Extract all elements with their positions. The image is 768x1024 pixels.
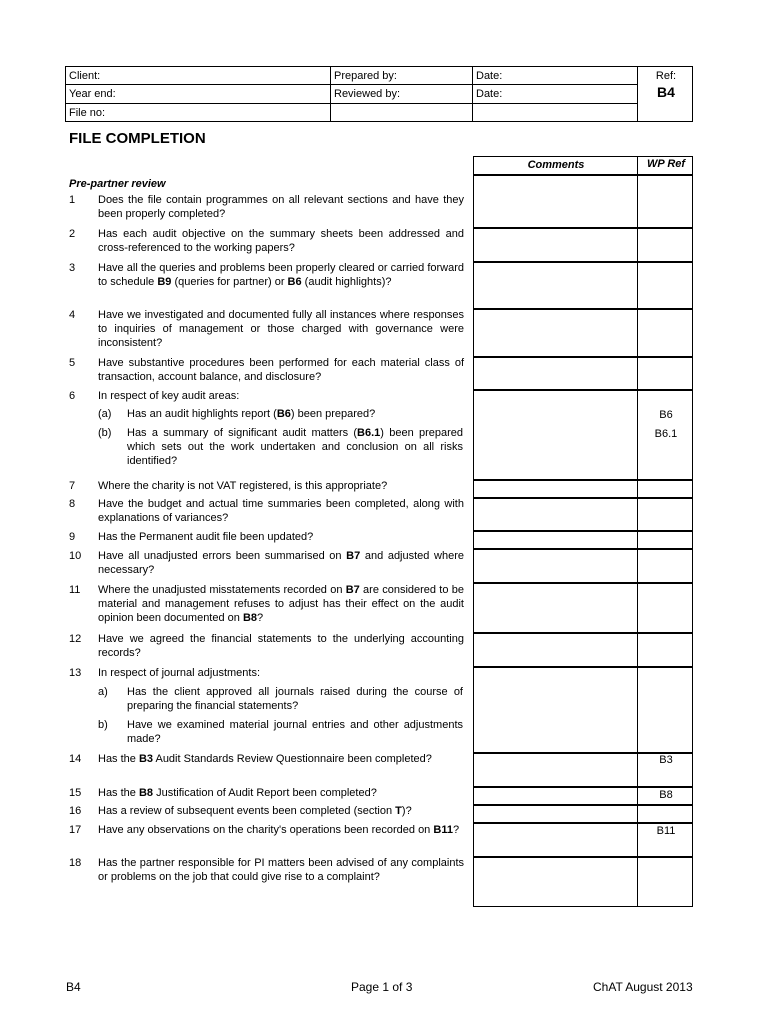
answer-box-12[interactable] (473, 633, 693, 667)
date-label-1: Date: (476, 70, 503, 82)
answer-box-3[interactable] (473, 262, 693, 309)
answer-box-5[interactable] (473, 357, 693, 390)
wp-ref-6a: B6 (659, 409, 673, 421)
answer-box-13[interactable] (473, 667, 693, 753)
answer-box-1[interactable] (473, 175, 693, 228)
date-label-2: Date: (476, 88, 503, 100)
footer-version: ChAT August 2013 (593, 980, 693, 994)
page-title: FILE COMPLETION (69, 130, 206, 147)
reviewed-by-label: Reviewed by: (334, 88, 401, 100)
prepared-by-label: Prepared by: (334, 70, 397, 82)
wp-ref-header: WP Ref (646, 158, 686, 170)
answer-box-9[interactable] (473, 531, 693, 549)
answer-box-4[interactable] (473, 309, 693, 357)
footer-page: Page 1 of 3 (351, 980, 413, 994)
comments-header: Comments (527, 159, 585, 171)
file-no-label: File no: (69, 107, 106, 119)
wp-ref-17: B11 (656, 825, 676, 837)
header-table (65, 66, 693, 122)
wp-ref-6b: B6.1 (654, 428, 678, 440)
client-label: Client: (69, 70, 101, 82)
ref-label: Ref: (655, 70, 677, 82)
columns-header (473, 156, 693, 175)
answer-box-17[interactable] (473, 823, 693, 857)
wp-ref-15: B8 (659, 789, 673, 801)
year-end-label: Year end: (69, 88, 116, 100)
section-title: Pre-partner review (69, 178, 166, 190)
answer-box-14[interactable] (473, 753, 693, 787)
answer-box-8[interactable] (473, 498, 693, 531)
answer-box-15[interactable] (473, 787, 693, 805)
answer-box-6[interactable] (473, 390, 693, 480)
answer-box-10[interactable] (473, 549, 693, 583)
ref-value: B4 (657, 84, 675, 100)
answer-box-16[interactable] (473, 805, 693, 823)
answer-box-2[interactable] (473, 228, 693, 262)
answer-box-7[interactable] (473, 480, 693, 498)
footer-ref: B4 (66, 980, 81, 994)
answer-box-11[interactable] (473, 583, 693, 633)
answer-box-18[interactable] (473, 857, 693, 907)
wp-ref-14: B3 (659, 754, 673, 766)
